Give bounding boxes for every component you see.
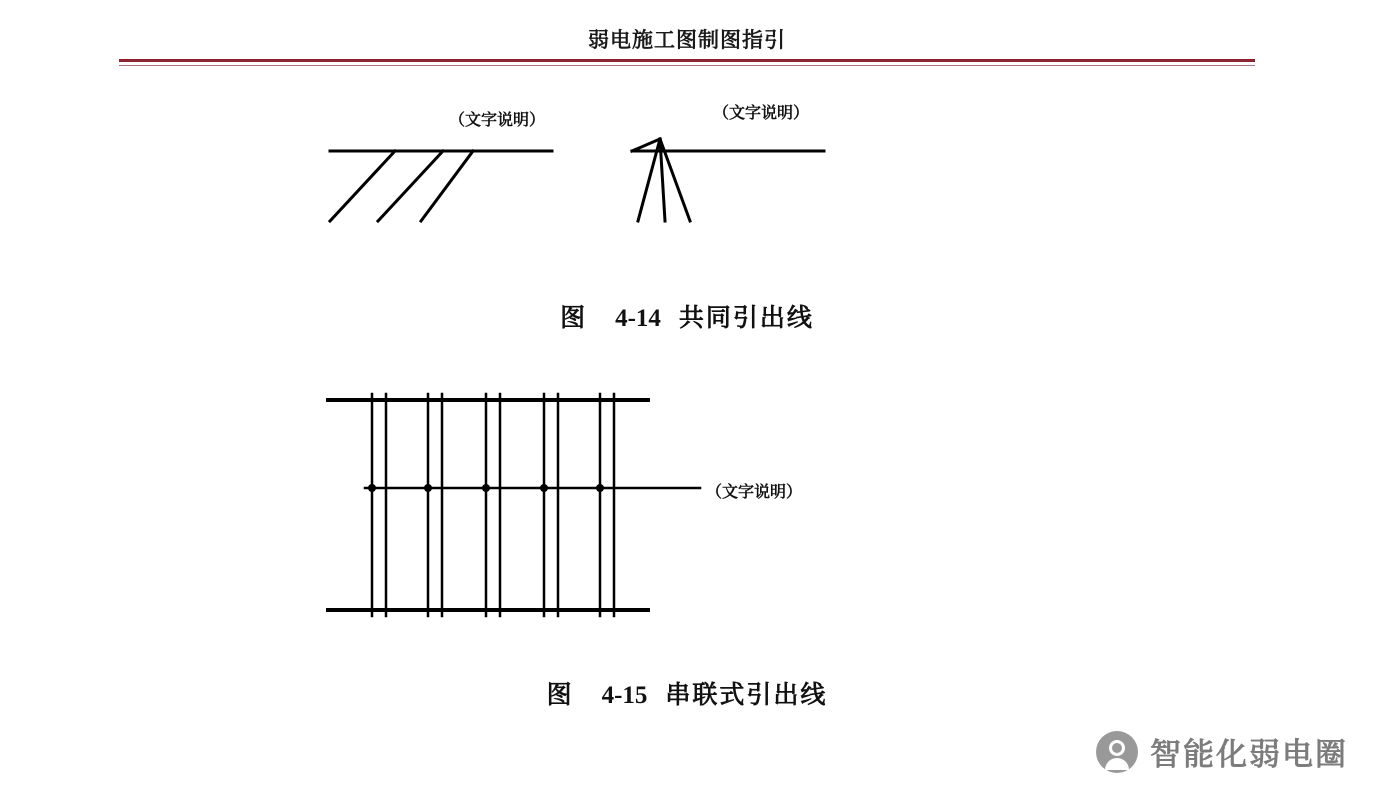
series-leader-note: （文字说明） bbox=[706, 482, 803, 501]
watermark-label: 智能化弱电圈 bbox=[1150, 737, 1348, 773]
wechat-avatar-icon bbox=[1096, 731, 1138, 773]
figure-4-14-drawing bbox=[0, 76, 1374, 276]
figure-4-14-caption bbox=[0, 298, 1374, 334]
left-leader-note: （文字说明） bbox=[449, 110, 546, 129]
figure-4-14-number: 4-14 bbox=[615, 305, 661, 332]
watermark bbox=[1096, 729, 1348, 774]
header-divider-thick bbox=[119, 59, 1255, 62]
figure-4-15-title: 串联式引出线 bbox=[665, 680, 828, 709]
figure-4-15 bbox=[0, 360, 1374, 730]
right-leader-note: （文字说明） bbox=[713, 103, 810, 122]
figure-4-15-drawing bbox=[0, 360, 1374, 640]
header-divider-thin bbox=[119, 65, 1255, 66]
page-title: 弱电施工图制图指引 bbox=[588, 28, 786, 52]
page-header bbox=[0, 0, 1374, 70]
figure-4-14-title: 共同引出线 bbox=[678, 303, 814, 332]
figure-4-15-number: 4-15 bbox=[601, 682, 648, 709]
figure-4-15-label: 图 bbox=[546, 680, 572, 709]
figure-4-14-label: 图 bbox=[560, 303, 586, 332]
figure-4-14 bbox=[0, 76, 1374, 336]
figure-4-15-caption bbox=[0, 675, 1374, 711]
